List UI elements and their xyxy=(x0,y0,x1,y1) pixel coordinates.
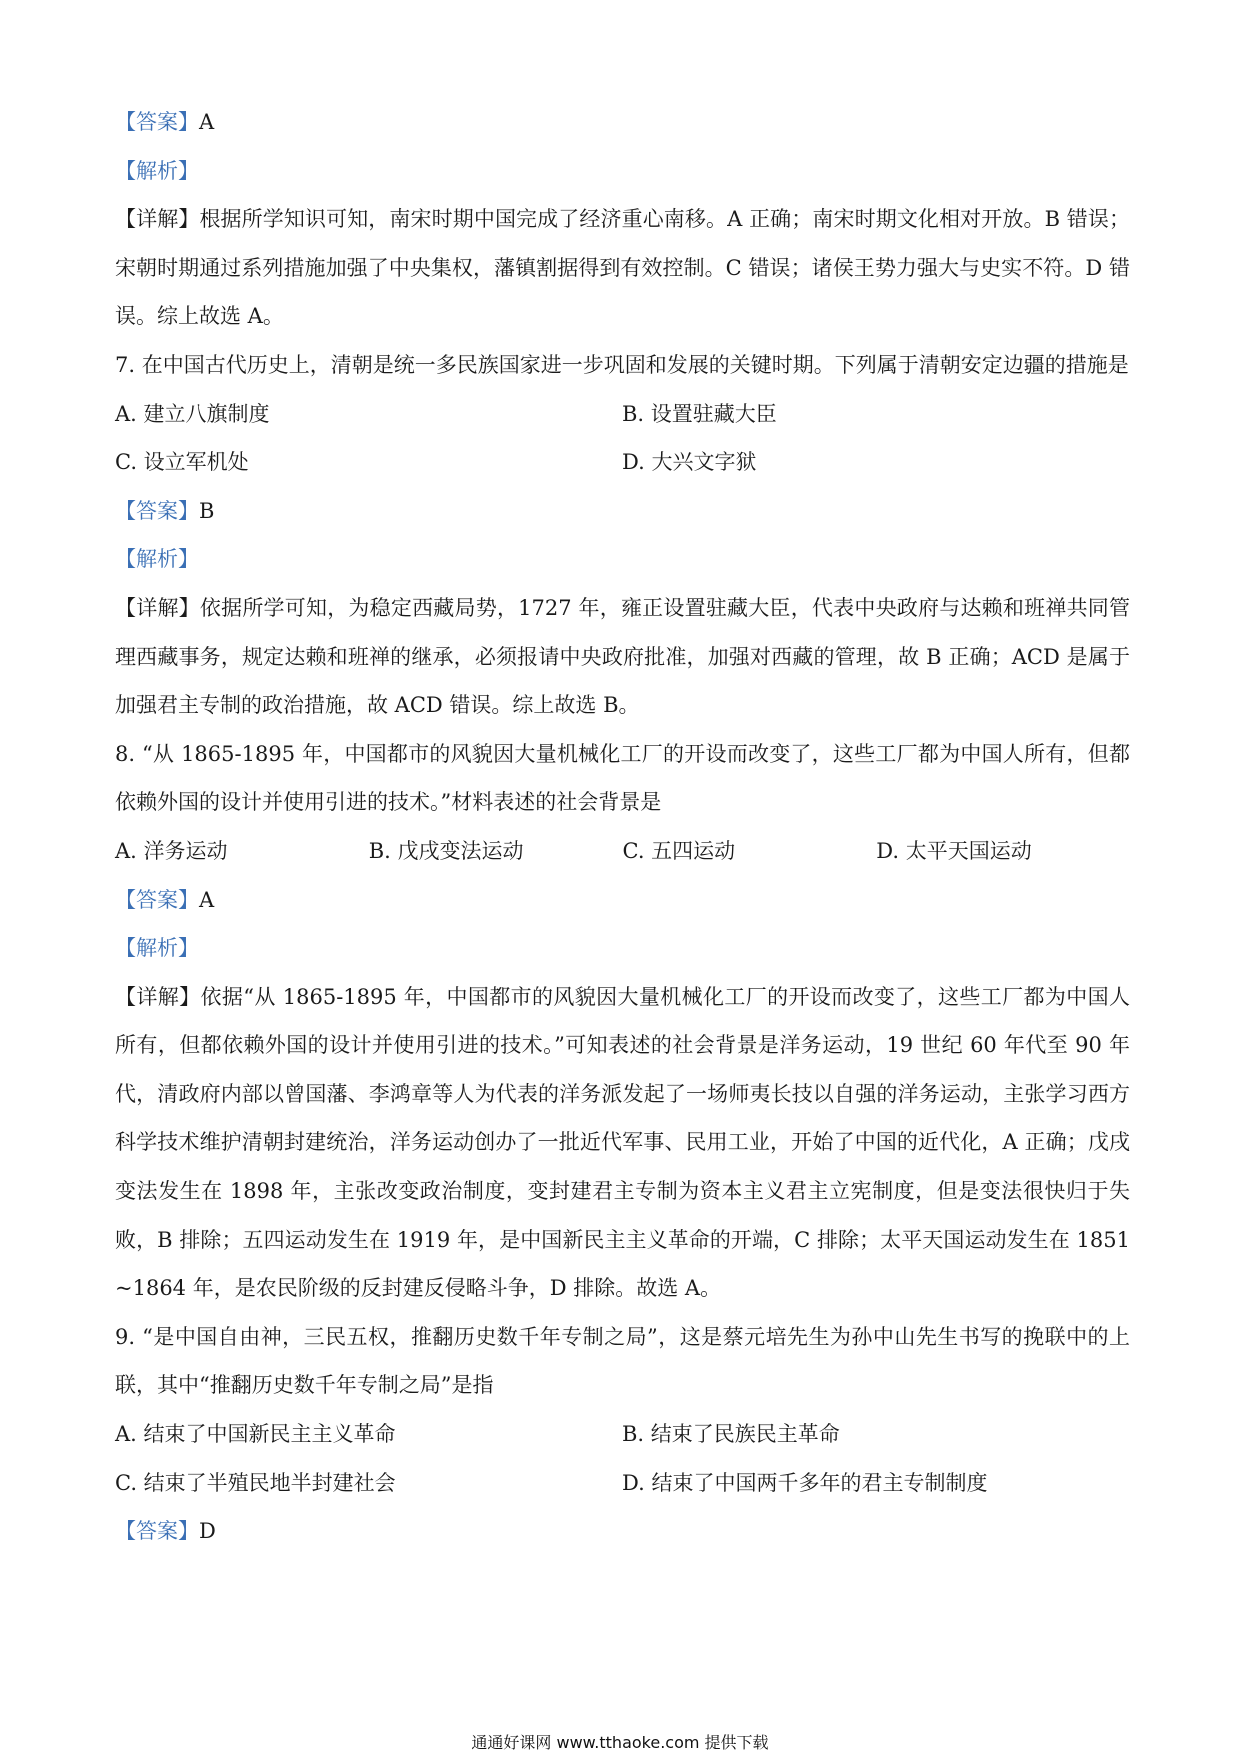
detail-label: 【详解】 xyxy=(115,984,201,1009)
detail-text: 依据“从 1865-1895 年，中国都市的风貌因大量机械化工厂的开设而改变了，这些工厂都为中国人所有，但都依赖外国的设计并使用引进的技术。”可知表述的社会背景是洋务运动，19 世纪 60 年代至 90 年代，清政府内部以曾国藩、李鸿章等人为代表的洋务派发起了一场师夷长技以自强的洋务运动，主张学习西方科学技术维护清朝封建统治，洋务运动创办了一批近代军事、民用工业，开始了中国的近代化，A 正确；戊戌变法发生在 1898 年，主张改变政治制度，变封建君主专制为资本主义君主立宪制度，但是变法很快归于失败，B 排除；五四运动发生在 1919 年，是中国新民主主义革命的开端，C 排除；太平天国运动发生在 1851~1864 年，是农民阶级的反封建反侵略斗争，D 排除。故选 A。 xyxy=(115,984,1130,1301)
q8-detail xyxy=(115,973,1130,1313)
analysis-label: 【解析】 xyxy=(115,547,199,572)
option-c: C. 五四运动 xyxy=(622,838,736,863)
detail-label: 【详解】 xyxy=(115,595,200,620)
detail-text: 依据所学可知，为稳定西藏局势，1727 年，雍正设置驻藏大臣，代表中央政府与达赖和班禅共同管理西藏事务，规定达赖和班禅的继承，必须报请中央政府批准，加强对西藏的管理，故 B 正确；ACD 是属于加强君主专制的政治措施，故 ACD 错误。综上故选 B。 xyxy=(115,595,1131,718)
answer-value: D xyxy=(199,1519,216,1544)
option-d: D. 太平天国运动 xyxy=(876,838,1032,863)
detail-text: 根据所学知识可知，南宋时期中国完成了经济重心南移。A 正确；南宋时期文化相对开放。B 错误；宋朝时期通过系列措施加强了中央集权，藩镇割据得到有效控制。C 错误；诸侯王势力强大与史实不符。D 错误。综上故选 A。 xyxy=(115,207,1130,329)
option-b: B. 设置驻藏大臣 xyxy=(622,401,777,426)
q8-answer xyxy=(115,876,1130,925)
option-a: A. 建立八旗制度 xyxy=(115,401,270,426)
q6-answer xyxy=(115,98,1130,147)
q7-options-row-1 xyxy=(115,390,1130,439)
document-page xyxy=(115,98,1130,1556)
option-b: B. 结束了民族民主革命 xyxy=(622,1422,840,1447)
option-a: A. 结束了中国新民主主义革命 xyxy=(115,1422,396,1447)
q7-analysis xyxy=(115,535,1130,584)
answer-value: A xyxy=(199,887,215,912)
option-b: B. 戊戌变法运动 xyxy=(368,838,524,863)
page-footer: 通通好课网 www.tthaoke.com 提供下载 xyxy=(471,1733,769,1752)
option-d: D. 结束了中国两千多年的君主专制制度 xyxy=(622,1470,988,1495)
q9-options-row-2 xyxy=(115,1459,1130,1508)
answer-label: 【答案】 xyxy=(115,110,199,134)
answer-label: 【答案】 xyxy=(115,887,199,912)
answer-label: 【答案】 xyxy=(115,498,199,523)
answer-label: 【答案】 xyxy=(115,1519,199,1544)
option-c: C. 结束了半殖民地半封建社会 xyxy=(115,1470,396,1495)
q7-stem: 7. 在中国古代历史上，清朝是统一多民族国家进一步巩固和发展的关键时期。下列属于清朝安定边疆的措施是 xyxy=(115,352,1129,377)
q8-options-row xyxy=(115,827,1130,876)
analysis-label: 【解析】 xyxy=(115,936,199,961)
q9-answer xyxy=(115,1507,1130,1556)
q7-detail xyxy=(115,584,1130,730)
q6-analysis xyxy=(115,147,1130,196)
detail-label: 【详解】 xyxy=(115,207,200,232)
q9-stem: 9. “是中国自由神，三民五权，推翻历史数千年专制之局”，这是蔡元培先生为孙中山先生书写的挽联中的上联，其中“推翻历史数千年专制之局”是指 xyxy=(115,1324,1130,1398)
q6-detail xyxy=(115,195,1130,341)
q8-analysis xyxy=(115,924,1130,973)
q7-options-row-2 xyxy=(115,438,1130,487)
answer-value: B xyxy=(199,498,215,523)
q7-answer xyxy=(115,487,1130,536)
q8-stem: 8. “从 1865-1895 年，中国都市的风貌因大量机械化工厂的开设而改变了，这些工厂都为中国人所有，但都依赖外国的设计并使用引进的技术。”材料表述的社会背景是 xyxy=(115,741,1130,815)
option-a: A. 洋务运动 xyxy=(115,838,228,863)
answer-value: A xyxy=(199,110,215,134)
q9-options-row-1 xyxy=(115,1410,1130,1459)
analysis-label: 【解析】 xyxy=(115,158,199,183)
option-c: C. 设立军机处 xyxy=(115,450,249,475)
option-d: D. 大兴文字狱 xyxy=(622,450,757,475)
